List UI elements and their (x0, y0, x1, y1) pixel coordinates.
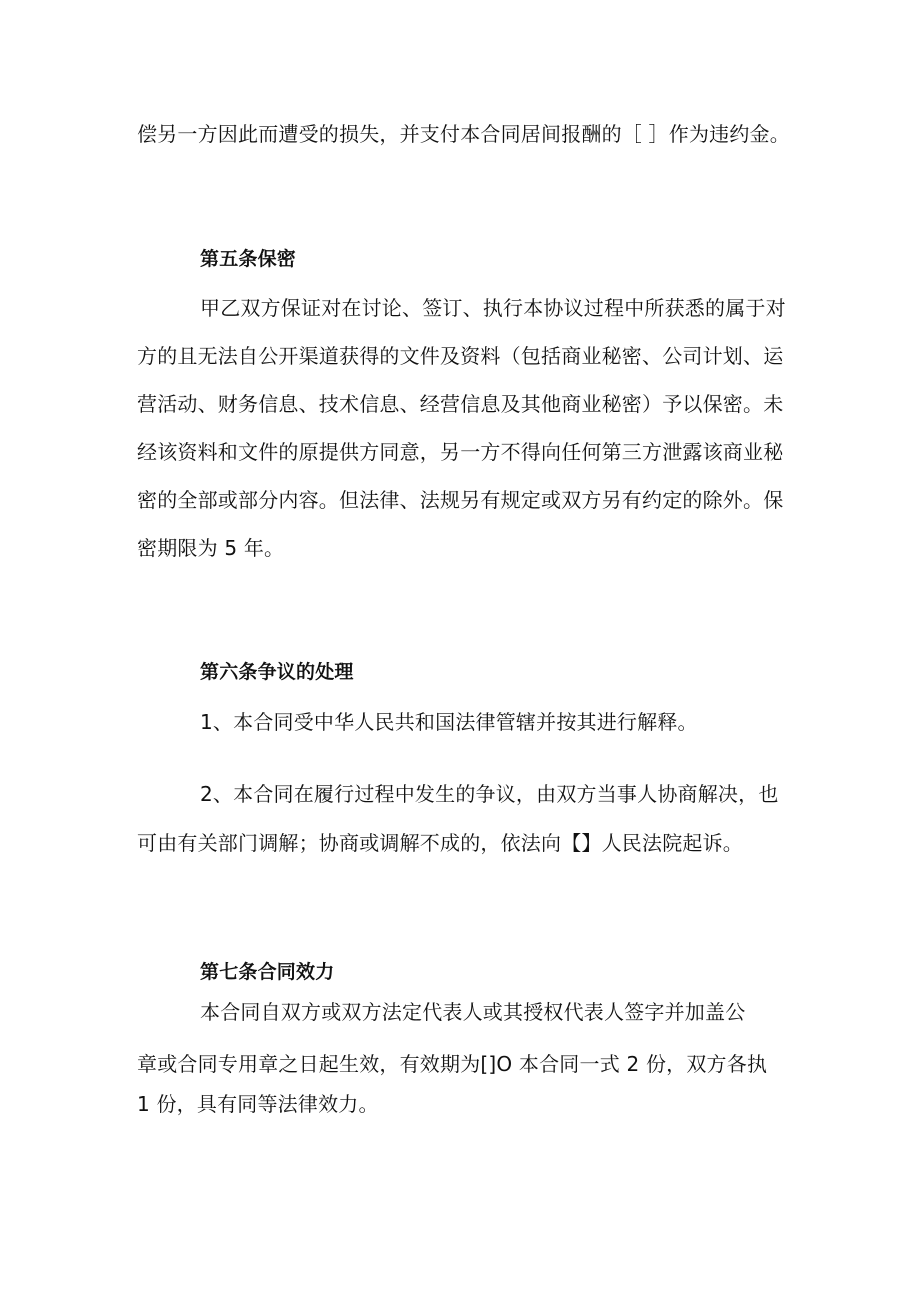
section5-line-4: 经该资料和文件的原提供方同意，另一方不得向任何第三方泄露该商业秘 (137, 440, 784, 464)
section7-line-2: 章或合同专用章之日起生效，有效期为[]O 本合同一式 2 份，双方各执 (137, 1052, 768, 1076)
section6-item-2-line-2: 可由有关部门调解；协商或调解不成的，依法向【】人民法院起诉。 (137, 831, 743, 855)
paragraph-continuation: 偿另一方因此而遭受的损失，并支付本合同居间报酬的［ ］作为违约金。 (137, 122, 790, 146)
section5-heading: 第五条保密 (200, 248, 297, 270)
section7-line-3: 1 份，具有同等法律效力。 (137, 1092, 379, 1116)
section5-line-5: 密的全部或部分内容。但法律、法规另有规定或双方另有约定的除外。保 (137, 488, 784, 512)
section7-heading: 第七条合同效力 (200, 961, 335, 983)
section5-line-1: 甲乙双方保证对在讨论、签订、执行本协议过程中所获悉的属于对 (200, 296, 786, 320)
section6-item-2-line-1: 2、本合同在履行过程中发生的争议，由双方当事人协商解决，也 (200, 782, 779, 806)
section6-item-1: 1、本合同受中华人民共和国法律管辖并按其进行解释。 (200, 710, 698, 734)
section5-line-6: 密期限为 5 年。 (137, 536, 285, 560)
section5-line-2: 方的且无法自公开渠道获得的文件及资料（包括商业秘密、公司计划、运 (137, 344, 784, 368)
section7-line-1: 本合同自双方或双方法定代表人或其授权代表人签字并加盖公 (200, 1000, 746, 1024)
section6-heading: 第六条争议的处理 (200, 661, 354, 683)
section5-line-3: 营活动、财务信息、技术信息、经营信息及其他商业秘密）予以保密。未 (137, 392, 784, 416)
